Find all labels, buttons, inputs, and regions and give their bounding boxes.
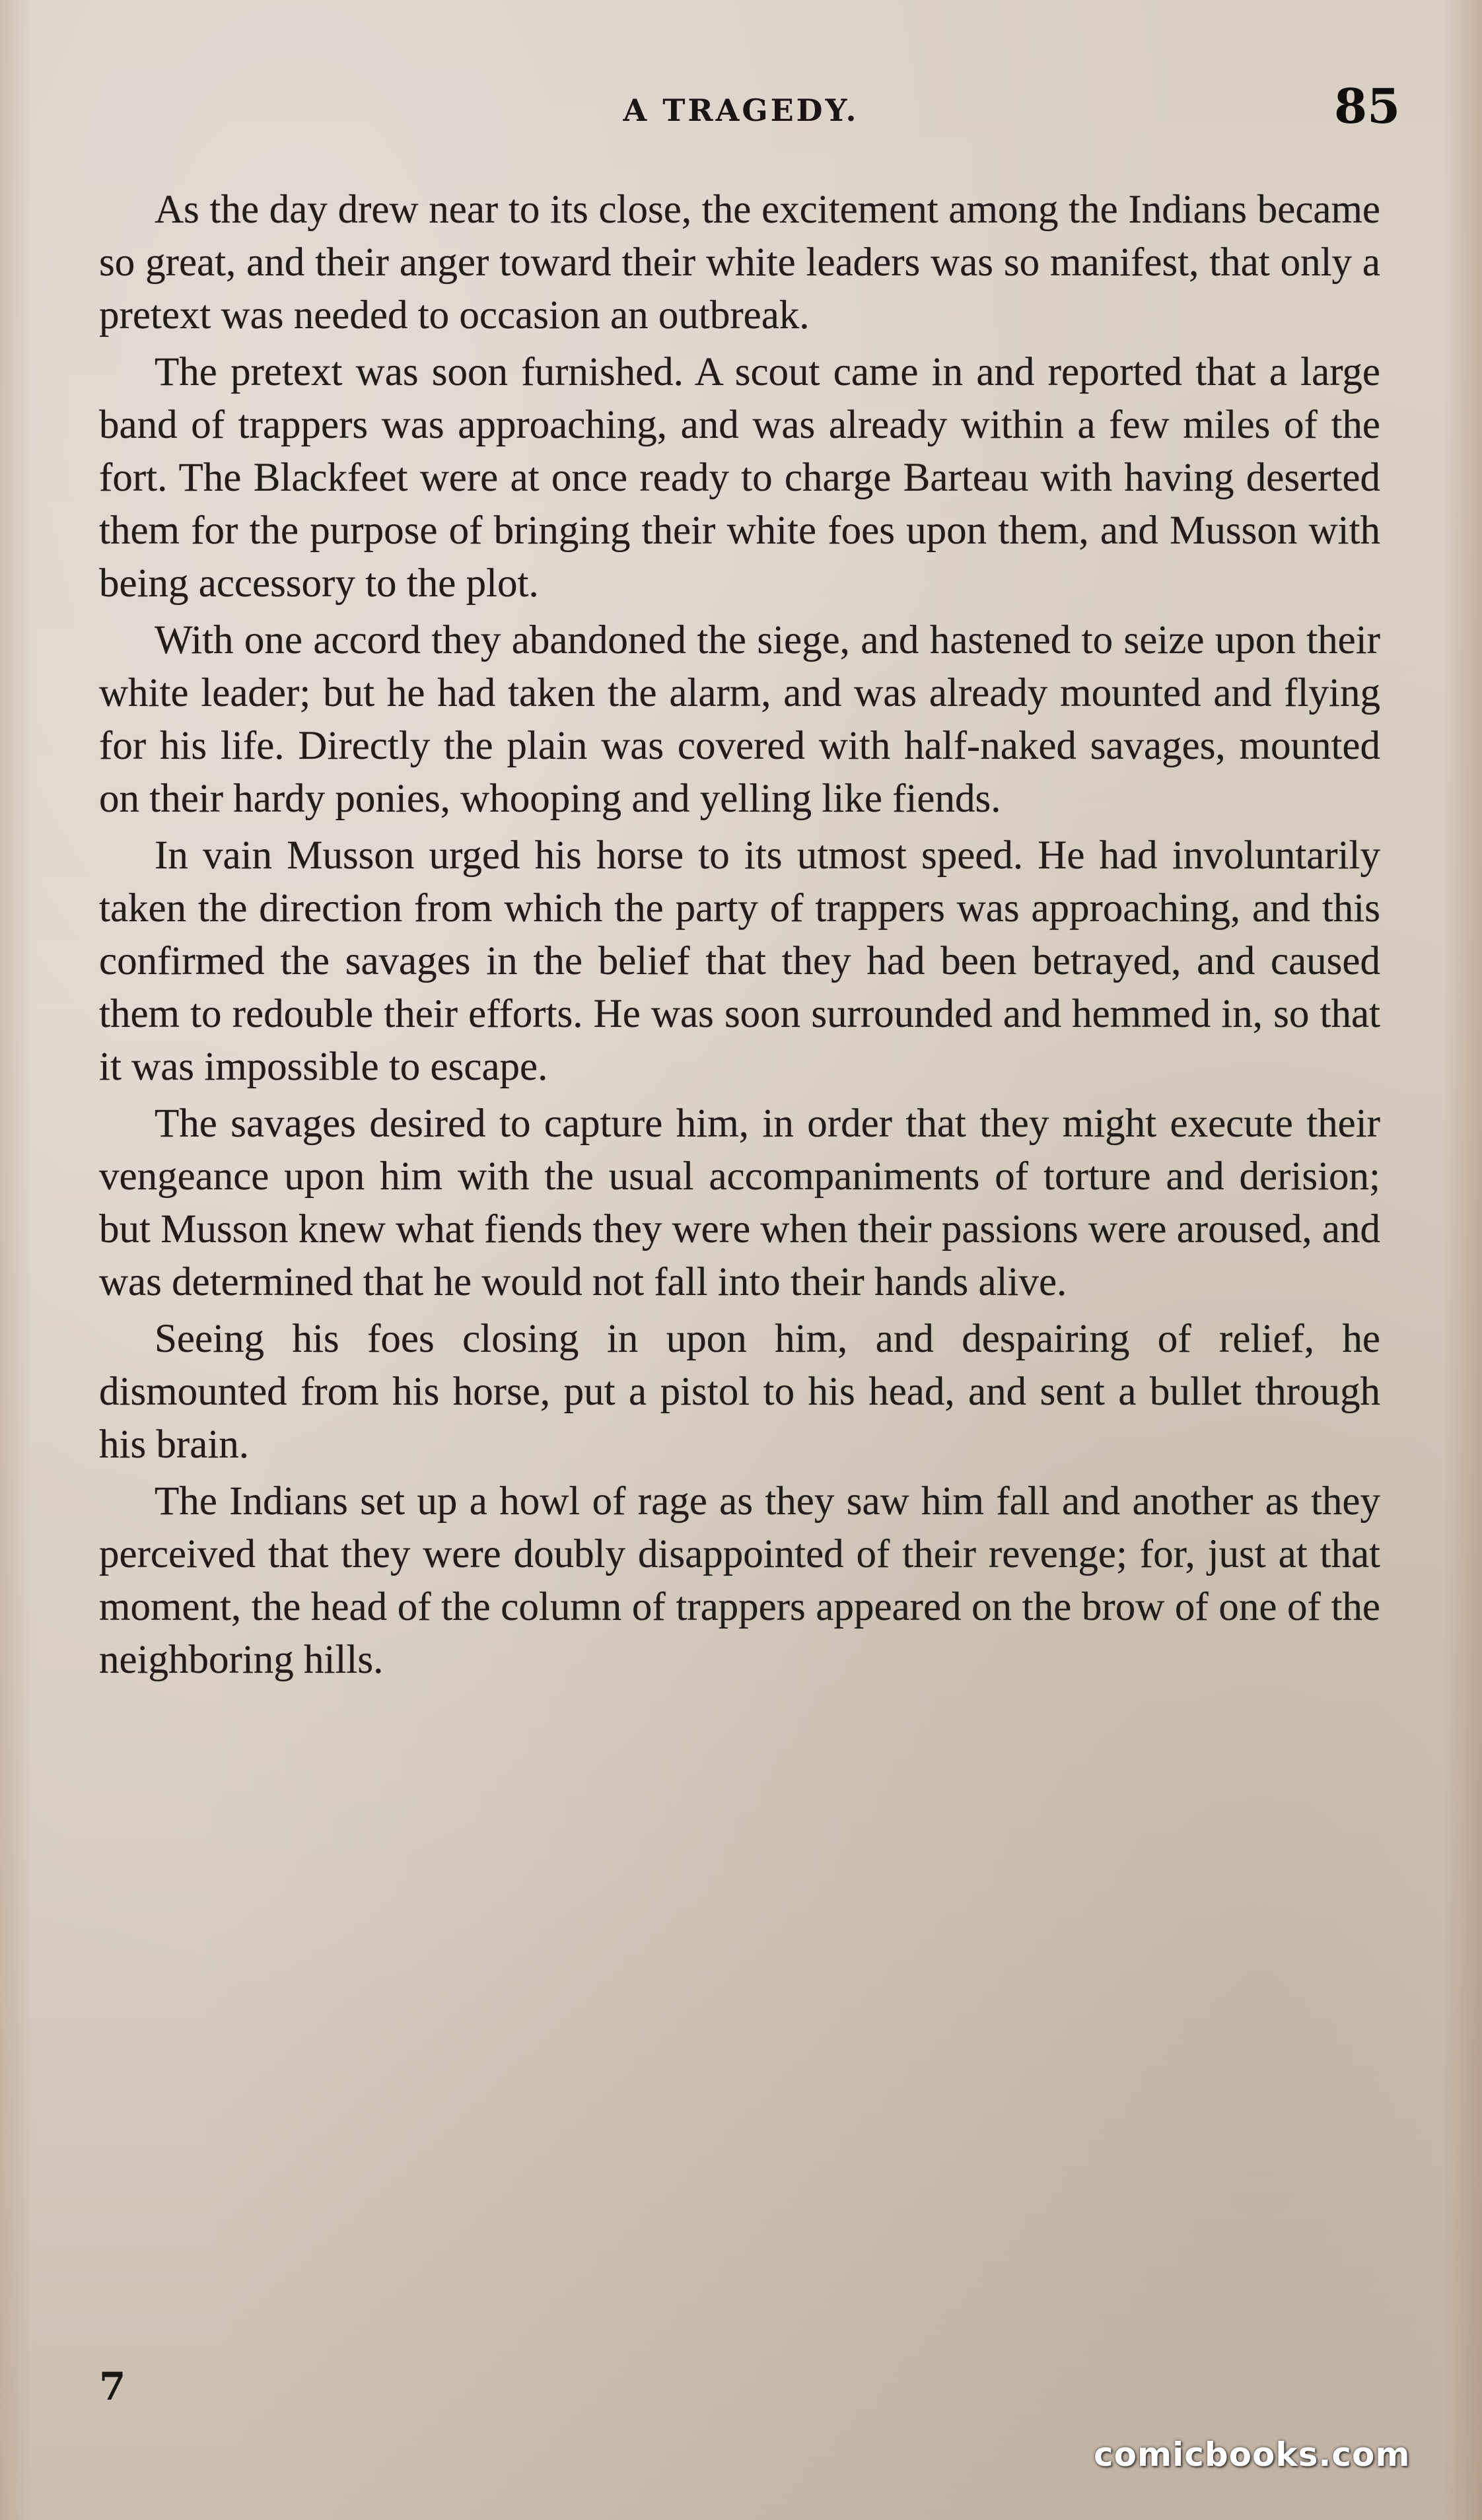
page-edge-shadow-left — [0, 0, 33, 2520]
watermark: comicbooks.com — [1094, 2435, 1411, 2474]
paragraph: The pretext was soon furnished. A scout came in and reported that a large band of trappers was approaching, and was already within a few miles of the fort. The Blackfeet were at once ready to charge Barteau with having deserted them for the purpose of bringing their white foes upon them, and Musson with being accessory to the plot. — [99, 350, 1380, 606]
page-edge-shadow-right — [1442, 0, 1482, 2520]
paragraph: With one accord they abandoned the siege, and hastened to seize upon their white leader; but he had taken the alarm, and was already mounted and flying for his life. Directly the plain was covered with half-naked savages, mounted on their hardy ponies, whooping and yelling like fiends. — [99, 618, 1380, 821]
paragraph: The Indians set up a howl of rage as they saw him fall and another as they perceived that they were doubly disappointed of their revenge; for, just at that moment, the head of the column of trappers appeared on the brow of one of the neighboring hills. — [99, 1479, 1380, 1682]
paragraph: In vain Musson urged his horse to its utmost speed. He had involuntarily taken the direction from which the party of trappers was approaching, and this confirmed the savages in the belief that they had been betrayed, and caused them to redouble their efforts. He was soon surrounded and hemmed in, so that it was impossible to escape. — [99, 833, 1380, 1089]
paragraph: Seeing his foes closing in upon him, and despairing of relief, he dismounted from his horse, put a pistol to his head, and sent a bullet through his brain. — [99, 1317, 1380, 1467]
body-text — [99, 184, 1380, 1691]
paragraph: As the day drew near to its close, the excitement among the Indians became so great, and their anger toward their white leaders was so manifest, that only a pretext was needed to occasion an outbreak. — [99, 188, 1380, 337]
page-number: 85 — [1334, 78, 1401, 134]
paragraph: The savages desired to capture him, in order that they might execute their vengeance upon him with the usual accompaniments of torture and derision; but Musson knew what fiends they were when their passions were aroused, and was determined that he would not fall into their hands alive. — [99, 1102, 1380, 1304]
signature-mark: 7 — [99, 2364, 126, 2409]
running-head: A TRAGEDY. — [623, 92, 859, 128]
